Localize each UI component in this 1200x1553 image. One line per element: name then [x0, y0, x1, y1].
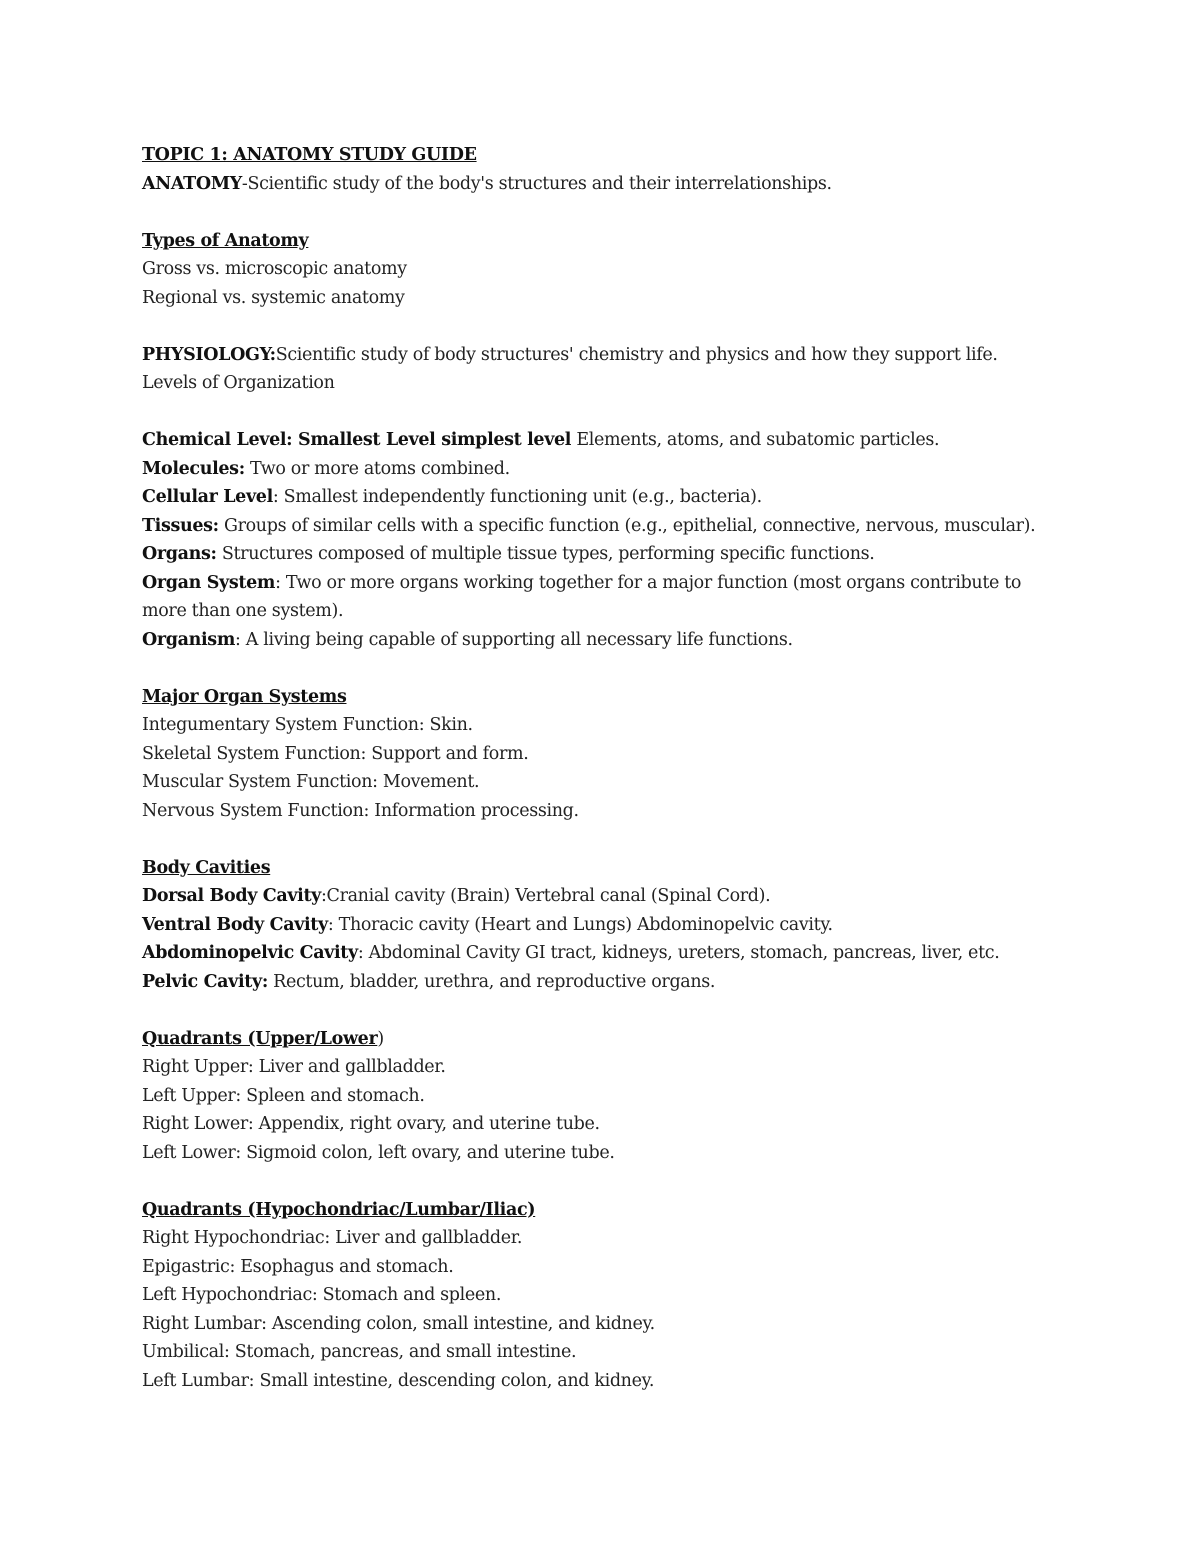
- list-item: Right Lumbar: Ascending colon, small intestine, and kidney.: [142, 1313, 655, 1334]
- level-term: Cellular Level: [142, 487, 273, 507]
- spacer: [142, 312, 1082, 341]
- level-item-organism: [142, 626, 1082, 655]
- cavity-term: Dorsal Body Cavity: [142, 886, 321, 906]
- level-text: Two or more atoms combined.: [244, 458, 510, 479]
- cavity-term: Ventral Body Cavity: [142, 914, 328, 935]
- level-text: : A living being capable of supporting all necessary life functions.: [234, 629, 793, 650]
- cavity-text: Rectum, bladder, urethra, and reproductive organs.: [267, 971, 716, 992]
- list-item: Left Hypochondriac: Stomach and spleen.: [142, 1285, 502, 1305]
- level-text: : Smallest independently functioning unit (e.g., bacteria).: [272, 487, 762, 507]
- level-item-cellular: [142, 483, 1082, 512]
- document-page: [142, 141, 1082, 1395]
- list-item: Left Lumbar: Small intestine, descending colon, and kidney.: [142, 1370, 655, 1391]
- level-term: Organs:: [142, 544, 217, 564]
- spacer: [142, 825, 1082, 854]
- list-item: Umbilical: Stomach, pancreas, and small intestine.: [142, 1342, 577, 1362]
- physiology-term: PHYSIOLOGY:: [142, 344, 276, 365]
- list-item: Gross vs. microscopic anatomy: [142, 259, 407, 279]
- levels-subheading: Levels of Organization: [142, 373, 335, 393]
- quadrants-upper-lower-heading: [142, 1025, 1082, 1054]
- level-item-organs: [142, 540, 1082, 569]
- cavity-item-dorsal: [142, 882, 1082, 911]
- list-item: Right Upper: Liver and gallbladder.: [142, 1057, 446, 1077]
- list-item: Right Hypochondriac: Liver and gallbladder.: [142, 1228, 523, 1248]
- level-term: Chemical Level: Smallest Level simplest level: [142, 430, 572, 450]
- list-item: Left Lower: Sigmoid colon, left ovary, and uterine tube.: [142, 1142, 615, 1163]
- cavity-term: Pelvic Cavity:: [142, 971, 268, 992]
- cavity-term: Abdominopelvic Cavity: [142, 943, 358, 963]
- quadrants-heading-tail: ): [377, 1028, 384, 1049]
- level-item-tissues: [142, 512, 1082, 541]
- cavity-item-ventral: [142, 911, 1082, 940]
- list-item: Muscular System Function: Movement.: [142, 772, 480, 792]
- spacer: [142, 198, 1082, 227]
- quadrants-regions-heading: Quadrants (Hypochondriac/Lumbar/Iliac): [142, 1199, 536, 1220]
- list-item: Regional vs. systemic anatomy: [142, 287, 405, 308]
- level-text: Elements, atoms, and subatomic particles.: [571, 430, 940, 450]
- list-item: Skeletal System Function: Support and form.: [142, 743, 529, 764]
- anatomy-definition-text: -Scientific study of the body's structures and their interrelationships.: [241, 173, 832, 194]
- quadrants-heading-text: Quadrants (Upper/Lower: [142, 1028, 378, 1049]
- spacer: [142, 1167, 1082, 1196]
- level-item-molecules: [142, 455, 1082, 484]
- level-text: : Two or more organs working together for a major function (most organs contribute to more than one system).: [142, 572, 1022, 621]
- level-term: Organism: [142, 629, 235, 650]
- spacer: [142, 398, 1082, 427]
- cavity-text: : Thoracic cavity (Heart and Lungs) Abdominopelvic cavity.: [327, 914, 833, 935]
- list-item: Epigastric: Esophagus and stomach.: [142, 1256, 454, 1277]
- physiology-definition: [142, 341, 1082, 370]
- cavity-text: :Cranial cavity (Brain) Vertebral canal (Spinal Cord).: [321, 886, 771, 906]
- level-item-chemical: [142, 426, 1082, 455]
- major-organ-systems-heading: Major Organ Systems: [142, 686, 347, 707]
- anatomy-definition: [142, 170, 1082, 199]
- anatomy-term: ANATOMY: [142, 173, 242, 194]
- level-text: Structures composed of multiple tissue types, performing specific functions.: [216, 544, 875, 564]
- level-text: Groups of similar cells with a specific function (e.g., epithelial, connective, nervous, muscular).: [218, 515, 1036, 536]
- body-cavities-heading: Body Cavities: [142, 857, 271, 878]
- cavity-item-abdominopelvic: [142, 939, 1082, 968]
- level-term: Tissues:: [142, 515, 219, 536]
- list-item: Left Upper: Spleen and stomach.: [142, 1085, 425, 1106]
- cavity-text: : Abdominal Cavity GI tract, kidneys, ureters, stomach, pancreas, liver, etc.: [357, 943, 1000, 963]
- level-term: Molecules:: [142, 458, 245, 479]
- types-of-anatomy-heading: Types of Anatomy: [142, 230, 309, 251]
- physiology-definition-text: Scientific study of body structures' chemistry and physics and how they support life.: [275, 344, 998, 365]
- level-item-organ-system: [142, 569, 1042, 626]
- cavity-item-pelvic: [142, 968, 1082, 997]
- spacer: [142, 996, 1082, 1025]
- list-item: Right Lower: Appendix, right ovary, and uterine tube.: [142, 1114, 600, 1134]
- list-item: Nervous System Function: Information processing.: [142, 800, 579, 821]
- spacer: [142, 654, 1082, 683]
- page-title: TOPIC 1: ANATOMY STUDY GUIDE: [142, 145, 477, 165]
- level-term: Organ System: [142, 572, 276, 593]
- list-item: Integumentary System Function: Skin.: [142, 715, 473, 735]
